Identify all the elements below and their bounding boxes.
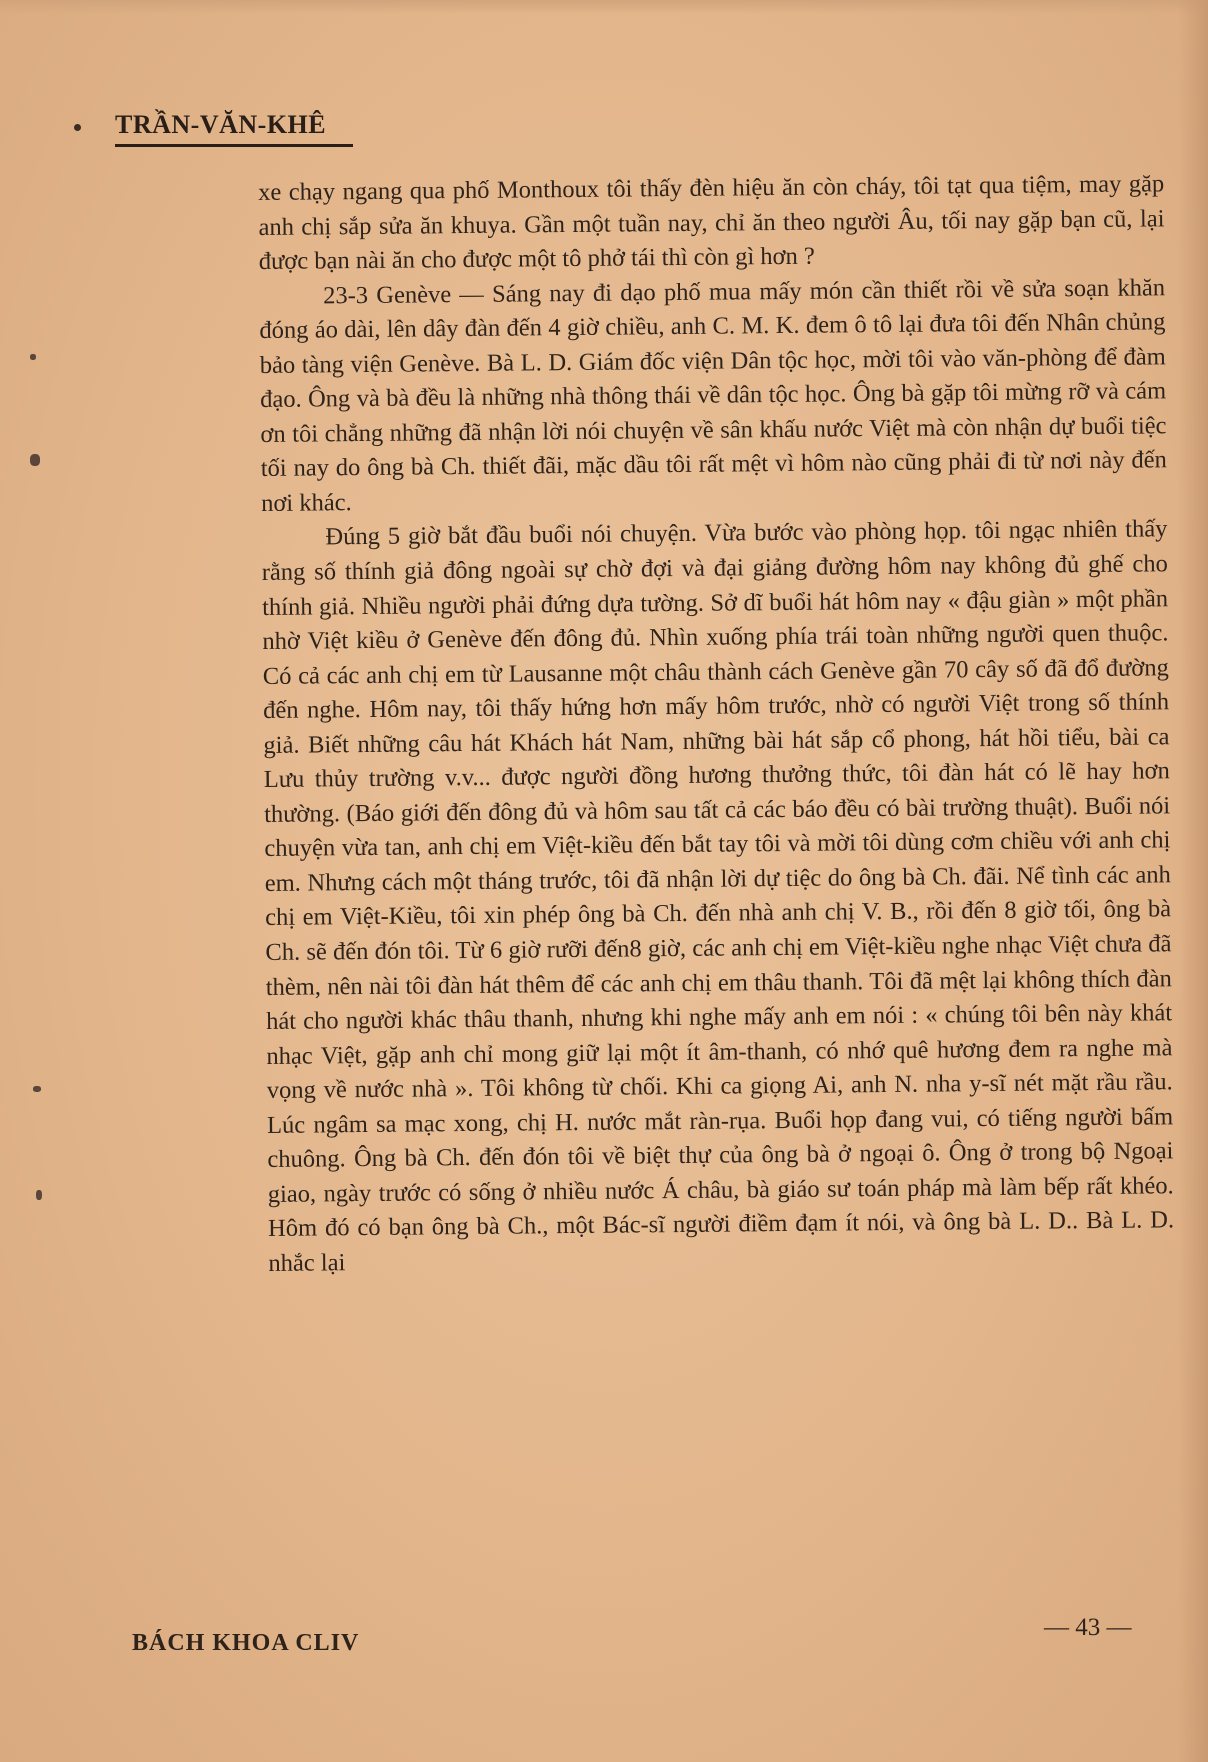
margin-speck-icon <box>30 354 36 360</box>
footer-magazine-issue: BÁCH KHOA CLIV <box>132 1630 360 1656</box>
paragraph-continuation: xe chạy ngang qua phố Monthoux tôi thấy đèn hiệu ăn còn cháy, tôi tạt qua tiệm, may gặp anh chị sắp sửa ăn khuya. Gần một tuần nay, chỉ ăn theo người Âu, tối nay gặp bạn cũ, lại được bạn nài ăn cho được một tô phở tái thì còn gì hơn ? <box>258 170 1165 276</box>
paragraph-diary-entry: 23-3 Genève — Sáng nay đi dạo phố mua mấy món cần thiết rồi về sửa soạn khăn đóng áo dài, lên dây đàn đến 4 giờ chiều, anh C. M. K. đem ô tô lại đưa tôi đến Nhân chủng bảo tàng viện Genève. Bà L. D. Giám đốc viện Dân tộc học, mời tôi vào văn-phòng để đàm đạo. Ông và bà đều là những nhà thông thái về dân tộc học. Ông bà gặp tôi mừng rỡ và cám ơn tôi chẳng những đã nhận lời nói chuyện về sân khấu nước Việt mà còn nhận dự buổi tiệc tối nay do ông bà Ch. thiết đãi, mặc dầu tôi rất mệt vì hôm nào cũng phải đi từ nơi này đến nơi khác. <box>259 273 1167 517</box>
margin-speck-icon <box>33 1086 41 1092</box>
paragraph-lecture: Đúng 5 giờ bắt đầu buổi nói chuyện. Vừa bước vào phòng họp. tôi ngạc nhiên thấy rằng số thính giả đông ngoài sự chờ đợi và đại giảng đường hôm nay không đủ ghế cho thính giả. Nhiều người phải đứng dựa tường. Sở dĩ buổi hát hôm nay « đậu giàn » một phần nhờ Việt kiều ở Genève đến đông đủ. Nhìn xuống phía trái toàn những người quen thuộc. Có cả các anh chị em từ Lausanne một châu thành cách Genève gần 70 cây số đã đổ đường đến nghe. Hôm nay, tôi thấy hứng hơn mấy hôm trước, nhờ có người Việt trong số thính giả. Biết những câu hát Khách hát Nam, những bài hát sắp cổ phong, hát hồi tiểu, bài ca Lưu thủy trường v.v... được người đồng hương thưởng thức, tôi đàn hát có lẽ hay hơn thường. (Báo giới đến đông đủ và hôm sau tất cả các báo đều có bài trường thuật). Buổi nói chuyện vừa tan, anh chị em Việt-kiều đến bắt tay tôi và mời tôi dùng cơm chiều với anh chị em. Nhưng cách một tháng trước, tôi đã nhận lời dự tiệc do ông bà Ch. đãi. Nể tình các anh chị em Việt-Kiều, tôi xin phép ông bà Ch. đến nhà anh chị V. B., rồi đến 8 giờ tối, ông bà Ch. sẽ đến đón tôi. Từ 6 giờ rưỡi đến8 giờ, các anh chị em Việt-kiều nghe nhạc Việt chưa đã thèm, nên nài tôi đàn hát thêm để các anh chị em thâu thanh. Tôi đã mệt lại không thích đàn hát cho người khác thâu thanh, nhưng khi nghe mấy anh em nói : « chúng tôi bên này khát nhạc Việt, gặp anh chỉ mong giữ lại một ít âm-thanh, có nhớ quê hương đem ra nghe mà vọng về nước nhà ». Tôi không từ chối. Khi ca giọng Ai, anh N. nha y-sĩ nét mặt rầu rầu. Lúc ngâm sa mạc xong, chị H. nước mắt ràn-rụa. Buổi họp đang vui, có tiếng người bấm chuông. Ông bà Ch. đến đón tôi về biệt thự của ông bà ở ngoại ô. Ông ở trong bộ Ngoại giao, ngày trước có sống ở nhiều nước Á châu, bà giáo sư toán pháp mà làm bếp rất khéo. Hôm đó có bạn ông bà Ch., một Bác-sĩ người điềm đạm ít nói, và ông bà L. D.. Bà L. D. nhắc lại <box>261 515 1175 1277</box>
page-header-author: TRẦN-VĂN-KHÊ <box>115 110 327 139</box>
margin-speck-icon <box>30 454 40 466</box>
header-bullet-icon <box>74 124 81 131</box>
page-edge-shadow-top <box>0 0 1208 14</box>
article-body <box>258 167 1175 1281</box>
footer-page-number: — 43 — <box>1044 1614 1132 1641</box>
header-underline <box>115 144 353 147</box>
margin-speck-icon <box>36 1190 42 1200</box>
page-edge-shadow-right <box>1178 0 1208 1762</box>
